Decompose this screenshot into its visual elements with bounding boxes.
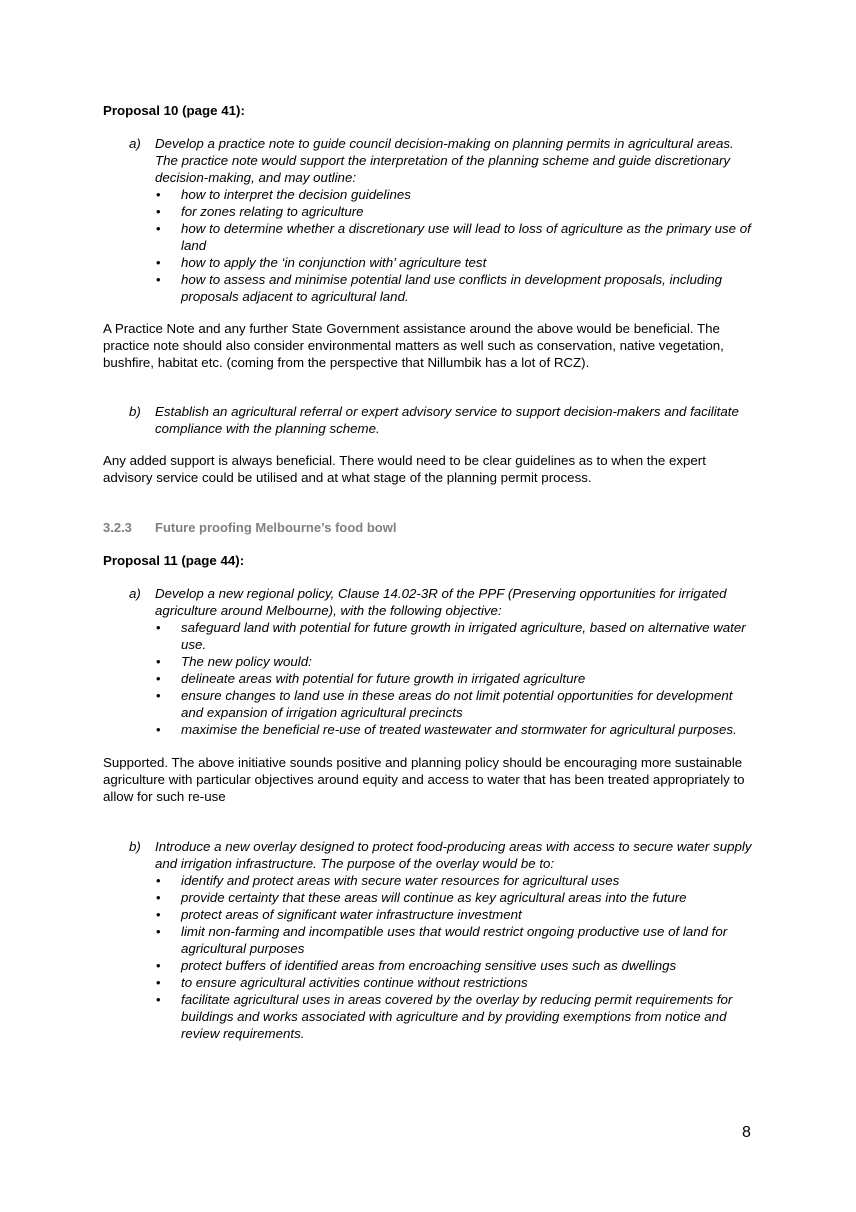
item-intro: Establish an agricultural referral or expert advisory service to support decision-makers and facilitate compliance with the planning scheme.: [155, 404, 739, 436]
list-item: • for zones relating to agriculture: [155, 203, 758, 220]
item-marker: a): [129, 586, 141, 601]
proposal-10-item-a: [129, 135, 758, 305]
bullet-list: [155, 619, 758, 738]
list-item: • safeguard land with potential for future growth in irrigated agriculture, based on alternative water use.: [155, 619, 758, 653]
proposal-11-item-a: [129, 585, 758, 738]
item-intro: Introduce a new overlay designed to protect food-producing areas with access to secure water supply and irrigation infrastructure. The purpose of the overlay would be to:: [155, 839, 752, 871]
list-item: • to ensure agricultural activities continue without restrictions: [155, 974, 758, 991]
proposal-11-item-b: [129, 838, 758, 1042]
bullet-list: [155, 872, 758, 1042]
bullet-list: [155, 186, 758, 305]
list-item: • The new policy would:: [155, 653, 758, 670]
list-item: • identify and protect areas with secure water resources for agricultural uses: [155, 872, 758, 889]
item-marker: b): [129, 404, 141, 419]
item-intro: Develop a practice note to guide council decision-making on planning permits in agricultural areas. The practice note would support the interpretation of the planning scheme and guide discretionary decision-making, and may outline:: [155, 136, 734, 185]
list-item: • how to interpret the decision guidelines: [155, 186, 758, 203]
list-item: • ensure changes to land use in these areas do not limit potential opportunities for development and expansion of irrigation agricultural precincts: [155, 687, 758, 721]
list-item: • how to assess and minimise potential land use conflicts in development proposals, including proposals adjacent to agricultural land.: [155, 271, 758, 305]
section-heading: [103, 519, 758, 536]
proposal-10-response-a: A Practice Note and any further State Government assistance around the above would be beneficial. The practice note should also consider environmental matters as well such as conservation, native vegetation, bushfire, habitat etc. (coming from the perspective that Nillumbik has a lot of RCZ).: [103, 321, 724, 370]
list-item: • how to determine whether a discretionary use will lead to loss of agriculture as the primary use of land: [155, 220, 758, 254]
page-number: 8: [742, 1124, 751, 1141]
proposal-10-response-b: Any added support is always beneficial. There would need to be clear guidelines as to when the expert advisory service could be utilised and at what stage of the planning permit process.: [103, 453, 706, 485]
list-item: • how to apply the ‘in conjunction with’ agriculture test: [155, 254, 758, 271]
list-item: • maximise the beneficial re-use of treated wastewater and stormwater for agricultural purposes.: [155, 721, 758, 738]
proposal-10-heading: Proposal 10 (page 41):: [103, 103, 245, 118]
section-number: 3.2.3: [103, 520, 132, 535]
proposal-10-item-b: [129, 403, 758, 437]
list-item: • provide certainty that these areas will continue as key agricultural areas into the future: [155, 889, 758, 906]
item-marker: a): [129, 136, 141, 151]
page-content: [103, 102, 758, 1042]
section-title: Future proofing Melbourne’s food bowl: [155, 520, 397, 535]
proposal-11-heading: Proposal 11 (page 44):: [103, 553, 245, 568]
list-item: • limit non-farming and incompatible uses that would restrict ongoing productive use of land for agricultural purposes: [155, 923, 758, 957]
item-intro: Develop a new regional policy, Clause 14.02-3R of the PPF (Preserving opportunities for irrigated agriculture around Melbourne), with the following objective:: [155, 586, 727, 618]
list-item: • protect buffers of identified areas from encroaching sensitive uses such as dwellings: [155, 957, 758, 974]
item-marker: b): [129, 839, 141, 854]
list-item: • delineate areas with potential for future growth in irrigated agriculture: [155, 670, 758, 687]
list-item: • protect areas of significant water infrastructure investment: [155, 906, 758, 923]
list-item: • facilitate agricultural uses in areas covered by the overlay by reducing permit requirements for buildings and works associated with agriculture and by providing exemptions from notice and review requirements.: [155, 991, 758, 1042]
proposal-11-response-a: Supported. The above initiative sounds positive and planning policy should be encouraging more sustainable agriculture with particular objectives around equity and access to water that has been treated appropriately to allow for such re-use: [103, 755, 745, 804]
